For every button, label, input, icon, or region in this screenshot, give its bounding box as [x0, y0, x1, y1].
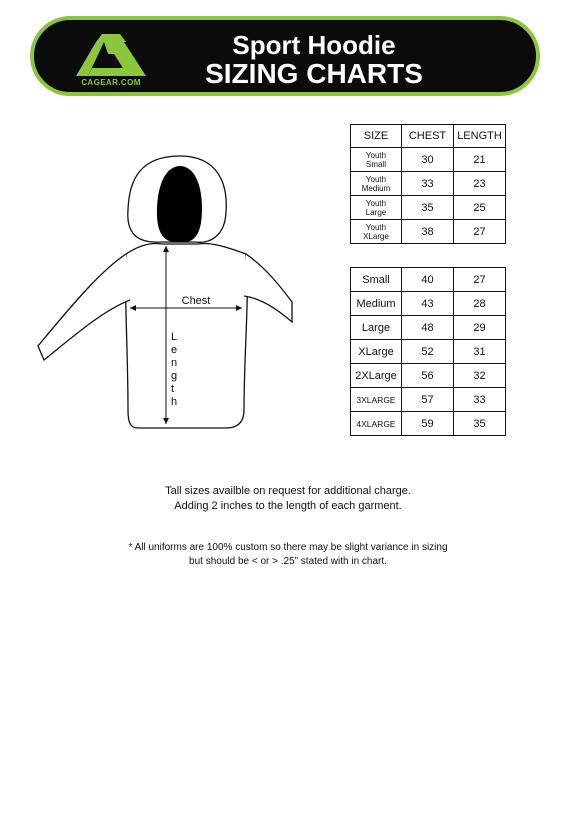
table-row [351, 292, 506, 316]
size-cell: Small [351, 268, 402, 292]
length-cell: 25 [454, 196, 506, 220]
header-length: LENGTH [454, 125, 506, 148]
table-row [351, 172, 506, 196]
size-cell: Large [351, 316, 402, 340]
adult-size-table [350, 267, 506, 436]
table-row [351, 196, 506, 220]
table-row [351, 268, 506, 292]
size-cell: 2XLarge [351, 364, 402, 388]
tall-note-line1: Tall sizes availble on request for additional charge. [165, 485, 411, 497]
length-cell: 31 [454, 340, 506, 364]
tall-note-line2: Adding 2 inches to the length of each garment. [174, 500, 402, 512]
custom-note-line1: * All uniforms are 100% custom so there may be slight variance in sizing [128, 542, 448, 553]
header-banner [30, 16, 540, 96]
size-cell: Medium [351, 292, 402, 316]
chest-cell: 35 [402, 196, 454, 220]
chest-cell: 38 [402, 220, 454, 244]
tall-sizes-note [60, 484, 516, 514]
hoodie-outline [30, 150, 290, 440]
length-cell: 23 [454, 172, 506, 196]
logo-mark-icon [74, 32, 148, 78]
page-title: Sport Hoodie [232, 30, 396, 60]
chest-cell: 33 [402, 172, 454, 196]
cagear-logo [74, 32, 148, 94]
size-cell: 3XLARGE [351, 388, 402, 412]
chest-cell: 40 [402, 268, 454, 292]
hoodie-diagram [30, 150, 290, 440]
length-cell: 35 [454, 412, 506, 436]
length-cell: 33 [454, 388, 506, 412]
chest-cell: 57 [402, 388, 454, 412]
length-cell: 28 [454, 292, 506, 316]
size-cell: Youth Large [351, 196, 402, 220]
table-row [351, 220, 506, 244]
page-subtitle: SIZING CHARTS [205, 58, 423, 89]
youth-size-table [350, 124, 506, 244]
table-row [351, 316, 506, 340]
size-cell: 4XLARGE [351, 412, 402, 436]
length-cell: 32 [454, 364, 506, 388]
chest-cell: 56 [402, 364, 454, 388]
length-cell: 21 [454, 148, 506, 172]
header-chest: CHEST [402, 125, 454, 148]
length-cell: 27 [454, 268, 506, 292]
size-cell: Youth Medium [351, 172, 402, 196]
chest-cell: 30 [402, 148, 454, 172]
table-row [351, 340, 506, 364]
size-cell: XLarge [351, 340, 402, 364]
size-cell: Youth XLarge [351, 220, 402, 244]
table-row [351, 364, 506, 388]
table-row [351, 412, 506, 436]
length-cell: 29 [454, 316, 506, 340]
custom-uniforms-note [60, 541, 516, 569]
size-cell: Youth Small [351, 148, 402, 172]
chest-cell: 48 [402, 316, 454, 340]
table-header-row [351, 125, 506, 148]
chest-cell: 52 [402, 340, 454, 364]
chest-cell: 43 [402, 292, 454, 316]
chest-label: Chest [181, 295, 211, 307]
table-row [351, 388, 506, 412]
length-label: L e n g t h [171, 331, 178, 408]
logo-text: CAGEAR.COM [81, 78, 141, 87]
table-row [351, 148, 506, 172]
length-cell: 27 [454, 220, 506, 244]
custom-note-line2: but should be < or > .25” stated with in chart. [189, 556, 387, 567]
header-size: SIZE [351, 125, 402, 148]
chest-cell: 59 [402, 412, 454, 436]
